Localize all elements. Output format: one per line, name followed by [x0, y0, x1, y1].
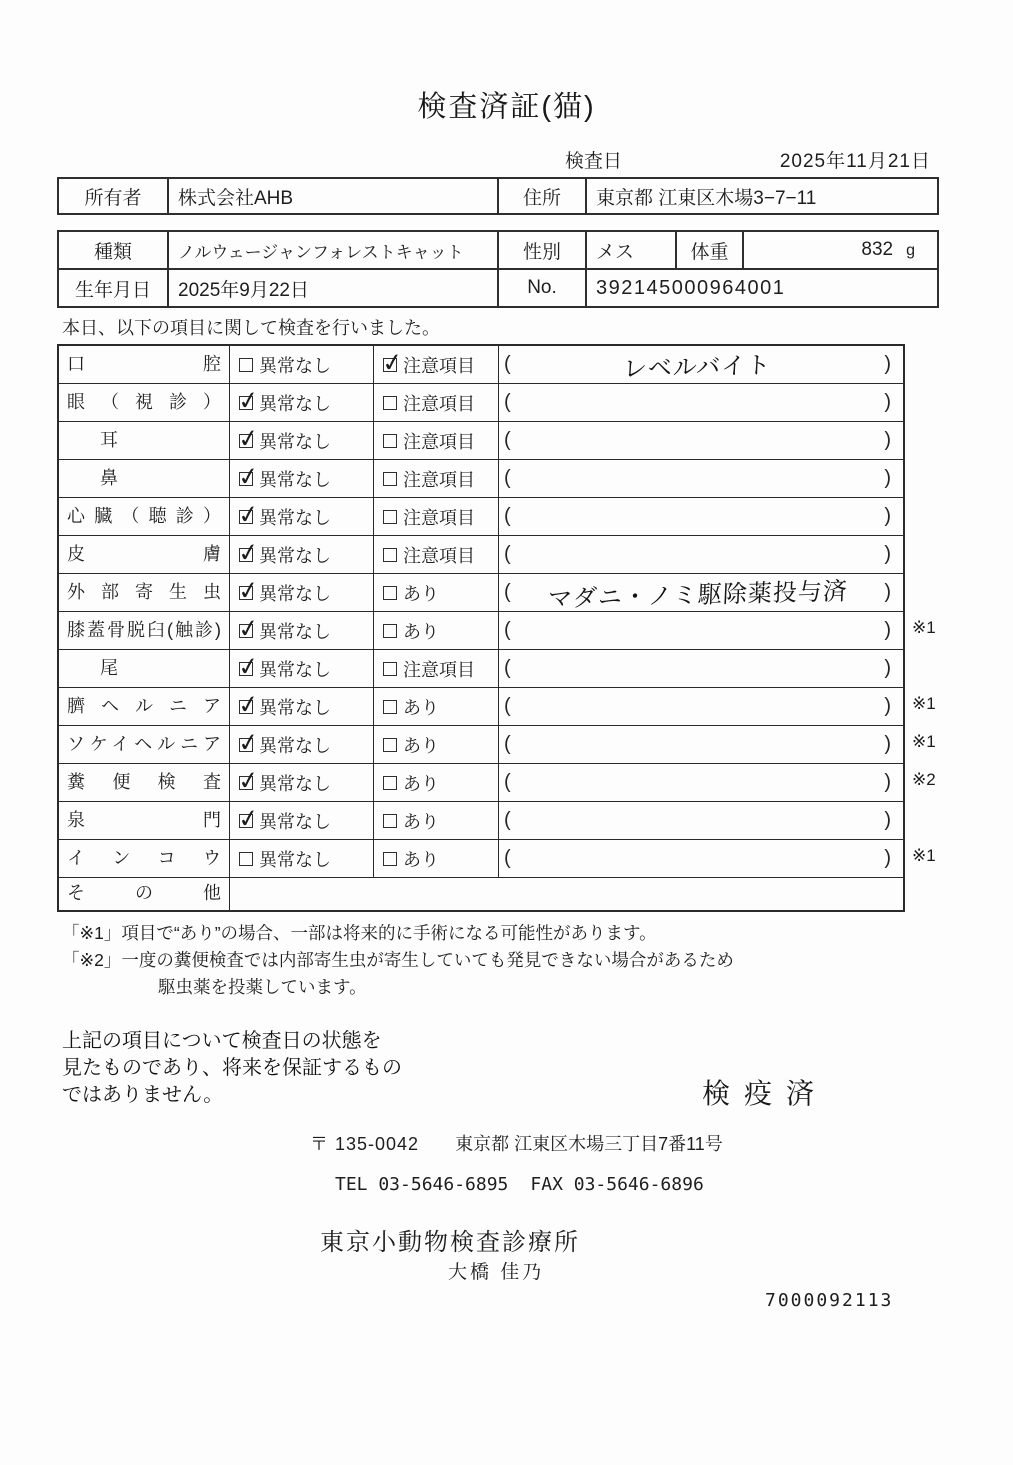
checkbox-no-abnormality [239, 662, 253, 676]
checklist-row-fontanelle [59, 802, 903, 840]
serial-number: 7000092113 [765, 1290, 894, 1311]
option-present: あり [374, 840, 499, 877]
item-label: 臍ヘルニア [59, 688, 230, 725]
note-cell [499, 346, 903, 383]
weight-label: 体重 [676, 231, 743, 269]
no-label: No. [498, 269, 586, 307]
option-attention: 注意項目 [374, 384, 499, 421]
checkbox-present [383, 852, 397, 866]
paren-close: ) [884, 733, 891, 755]
checklist-row-heart [59, 498, 903, 536]
paren-open: ( [504, 391, 511, 413]
paren-close: ) [884, 429, 891, 451]
paren-close: ) [884, 847, 891, 869]
note-cell [499, 422, 903, 459]
option-attention: 注意項目 [374, 460, 499, 497]
checklist-row-cryptorchidism [59, 840, 936, 878]
checklist-row-inguinal-hernia [59, 726, 936, 764]
paren-close: ) [884, 771, 891, 793]
clinic-phone-line [335, 1174, 704, 1195]
checkbox-no-abnormality [239, 434, 253, 448]
item-label: 口腔 [59, 346, 230, 383]
weight-unit: g [906, 242, 915, 259]
address-label: 住所 [498, 178, 586, 214]
checkbox-present [383, 776, 397, 790]
note-cell [499, 612, 903, 649]
breed-label: 種類 [58, 231, 168, 269]
option-no-abnormality: ✓ 異常なし [230, 688, 374, 725]
checkbox-no-abnormality [239, 738, 253, 752]
checkbox-no-abnormality [239, 358, 253, 372]
checkbox-no-abnormality [239, 776, 253, 790]
checklist-row-mouth [59, 346, 903, 384]
veterinarian-name: 大橋 佳乃 [448, 1262, 545, 1283]
note-cell [499, 840, 903, 877]
checkbox-no-abnormality [239, 472, 253, 486]
checklist-row-patella [59, 612, 936, 650]
option-attention: 注意項目 [374, 536, 499, 573]
sex-value: メス [586, 231, 676, 269]
item-label: 糞便検査 [59, 764, 230, 801]
checkbox-attention [383, 662, 397, 676]
option-no-abnormality: ✓ 異常なし [230, 460, 374, 497]
footnotes [62, 920, 734, 1001]
option-present: あり [374, 688, 499, 725]
item-label: 心臓（聴診） [59, 498, 230, 535]
option-no-abnormality: ✓ 異常なし [230, 574, 374, 611]
disclaimer-text: 上記の項目について検査日の状態を 見たものであり、将来を保証するもの ではありません。 [62, 1030, 402, 1106]
paren-close: ) [884, 581, 891, 603]
item-label: 膝蓋骨脱臼(触診) [59, 612, 230, 649]
empty-cell [230, 878, 903, 910]
option-present: あり [374, 764, 499, 801]
item-label: 鼻 [59, 460, 230, 497]
postal-code: 〒 135-0042 [310, 1134, 420, 1154]
option-attention: 注意項目 [374, 422, 499, 459]
option-no-abnormality: ✓ 異常なし [230, 650, 374, 687]
paren-close: ) [884, 505, 891, 527]
paren-open: ( [504, 847, 511, 869]
item-label: 耳 [59, 422, 230, 459]
handwritten-note: マダニ・ノミ駆除薬投与済 [546, 578, 848, 613]
note-cell [499, 536, 903, 573]
option-no-abnormality: 異常なし [230, 346, 374, 383]
option-no-abnormality: ✓ 異常なし [230, 536, 374, 573]
birth-row [58, 269, 938, 307]
checklist-row-nose [59, 460, 903, 498]
note-cell [499, 384, 903, 421]
no-value: 392145000964001 [586, 269, 938, 307]
paren-open: ( [504, 657, 511, 679]
paren-close: ) [884, 809, 891, 831]
paren-open: ( [504, 581, 511, 603]
document-title: 検査済証(猫) [417, 91, 596, 123]
tel-number: TEL 03-5646-6895 [335, 1174, 509, 1195]
checkbox-present [383, 586, 397, 600]
option-no-abnormality: 異常なし [230, 840, 374, 877]
option-attention: 注意項目 [374, 498, 499, 535]
paren-close: ) [884, 543, 891, 565]
option-no-abnormality: ✓ 異常なし [230, 726, 374, 763]
footnote-1: 「※1」項目で“あり”の場合、一部は将来的に手術になる可能性があります。 [62, 923, 657, 943]
option-no-abnormality: ✓ 異常なし [230, 498, 374, 535]
checklist-row-fecal-exam [59, 764, 936, 802]
address-value: 東京都 江東区木場3−7−11 [586, 178, 938, 214]
checkbox-no-abnormality [239, 510, 253, 524]
paren-open: ( [504, 771, 511, 793]
paren-open: ( [504, 505, 511, 527]
note-cell [499, 498, 903, 535]
checklist-row-other [59, 878, 903, 910]
footnote-mark: ※1 [912, 732, 936, 751]
checkbox-attention [383, 548, 397, 562]
checkbox-no-abnormality [239, 700, 253, 714]
checkbox-no-abnormality [239, 586, 253, 600]
item-label: ソケイヘルニア [59, 726, 230, 763]
checklist-table [57, 344, 936, 912]
inspection-date-value: 2025年11月21日 [779, 151, 931, 172]
item-label: 外部寄生虫 [59, 574, 230, 611]
statement-text: 本日、以下の項目に関して検査を行いました。 [62, 318, 440, 338]
option-no-abnormality: ✓ 異常なし [230, 612, 374, 649]
checkbox-attention [383, 396, 397, 410]
paren-open: ( [504, 695, 511, 717]
paren-open: ( [504, 353, 511, 375]
checkbox-no-abnormality [239, 548, 253, 562]
paren-open: ( [504, 733, 511, 755]
paren-open: ( [504, 543, 511, 565]
checkbox-no-abnormality [239, 624, 253, 638]
owner-value: 株式会社AHB [168, 178, 498, 214]
note-cell [499, 574, 903, 611]
paren-close: ) [884, 657, 891, 679]
option-no-abnormality: ✓ 異常なし [230, 422, 374, 459]
paren-close: ) [884, 695, 891, 717]
birth-value: 2025年9月22日 [168, 269, 498, 307]
item-label: その他 [59, 878, 230, 910]
checkbox-present [383, 814, 397, 828]
option-present: あり [374, 802, 499, 839]
note-cell [499, 764, 903, 801]
paren-close: ) [884, 467, 891, 489]
checklist-row-ears [59, 422, 903, 460]
item-label: 皮膚 [59, 536, 230, 573]
paren-close: ) [884, 391, 891, 413]
footnote-2-continued: 駆虫薬を投薬しています。 [158, 977, 367, 997]
owner-label: 所有者 [58, 178, 168, 214]
item-label: インコウ [59, 840, 230, 877]
option-attention: ✓ 注意項目 [374, 346, 499, 383]
note-cell [499, 688, 903, 725]
option-attention: 注意項目 [374, 650, 499, 687]
footnote-mark: ※1 [912, 694, 936, 713]
checkbox-no-abnormality [239, 396, 253, 410]
checkbox-no-abnormality [239, 852, 253, 866]
option-present: あり [374, 612, 499, 649]
inspection-date-label: 検査日 [565, 151, 623, 172]
checklist-row-umbilical-hernia [59, 688, 936, 726]
note-cell [499, 802, 903, 839]
quarantine-stamp: 検疫済 [702, 1078, 829, 1109]
fax-number: FAX 03-5646-6896 [530, 1174, 704, 1195]
inspection-date-row [57, 146, 937, 170]
paren-close: ) [884, 619, 891, 641]
note-cell [499, 460, 903, 497]
item-label: 泉門 [59, 802, 230, 839]
paren-open: ( [504, 809, 511, 831]
owner-table [57, 177, 939, 215]
breed-row [58, 231, 938, 269]
option-present: あり [374, 726, 499, 763]
animal-table [57, 230, 939, 308]
paren-open: ( [504, 429, 511, 451]
checklist-row-tail [59, 650, 903, 688]
footnote-mark: ※1 [912, 846, 936, 865]
checkbox-present [383, 738, 397, 752]
checkbox-attention [383, 472, 397, 486]
paren-close: ) [884, 353, 891, 375]
owner-row [58, 178, 938, 214]
paren-open: ( [504, 619, 511, 641]
clinic-address: 東京都 江東区木場三丁目7番11号 [455, 1134, 723, 1154]
checklist-row-skin [59, 536, 903, 574]
sex-label: 性別 [498, 231, 586, 269]
note-cell [499, 650, 903, 687]
footnote-mark: ※1 [912, 618, 936, 637]
checkbox-present [383, 700, 397, 714]
footnote-mark: ※2 [912, 770, 936, 789]
birth-label: 生年月日 [58, 269, 168, 307]
checkbox-attention [383, 434, 397, 448]
clinic-name: 東京小動物検査診療所 [320, 1229, 580, 1256]
checklist-row-eyes [59, 384, 903, 422]
item-label: 眼（視診） [59, 384, 230, 421]
option-no-abnormality: ✓ 異常なし [230, 764, 374, 801]
item-label: 尾 [59, 650, 230, 687]
weight-value: 832 g [743, 231, 938, 269]
breed-value: ノルウェージャンフォレストキャット [168, 231, 498, 269]
footnote-2: 「※2」一度の糞便検査では内部寄生虫が寄生していても発見できない場合があるため [62, 950, 734, 970]
option-present: あり [374, 574, 499, 611]
checkbox-no-abnormality [239, 814, 253, 828]
checkbox-attention [383, 510, 397, 524]
checkbox-attention [383, 358, 397, 372]
paren-open: ( [504, 467, 511, 489]
checkbox-present [383, 624, 397, 638]
checklist-row-external-parasites [59, 574, 903, 612]
option-no-abnormality: ✓ 異常なし [230, 802, 374, 839]
clinic-address-line [310, 1130, 723, 1156]
note-cell [499, 726, 903, 763]
handwritten-note: レベルバイト [622, 352, 773, 383]
option-no-abnormality: ✓ 異常なし [230, 384, 374, 421]
